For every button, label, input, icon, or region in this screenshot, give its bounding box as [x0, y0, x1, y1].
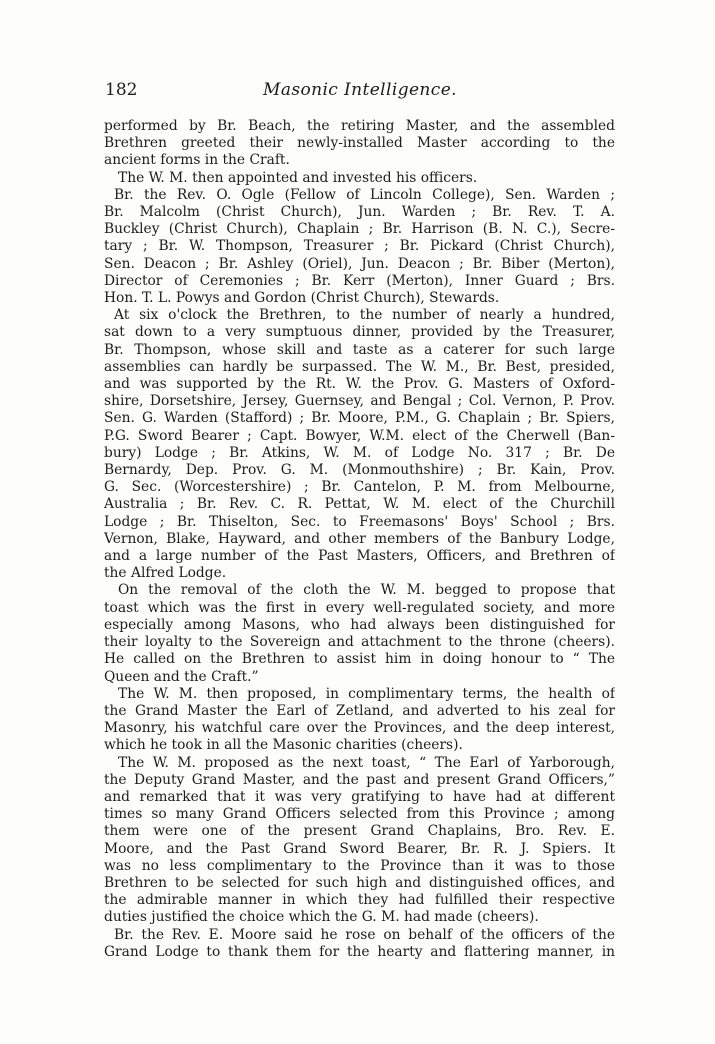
text-line: Lodge ; Br. Thiselton, Sec. to Freemasons' Boys' School ; Brs.: [104, 513, 615, 530]
text-line: the Grand Master the Earl of Zetland, and adverted to his zeal for: [104, 702, 615, 719]
text-line: Queen and the Craft.”: [104, 668, 259, 685]
text-line: Sen. Deacon ; Br. Ashley (Oriel), Jun. Deacon ; Br. Biber (Merton),: [104, 255, 615, 272]
text-line: G. Sec. (Worcestershire) ; Br. Cantelon, P. M. from Melbourne,: [104, 479, 615, 496]
text-line: performed by Br. Beach, the retiring Master, and the assembled: [104, 118, 615, 134]
text-line: which he took in all the Masonic charities (cheers).: [104, 737, 463, 754]
text-line: Sen. G. Warden (Stafford) ; Br. Moore, P.M., G. Chaplain ; Br. Spiers,: [104, 410, 615, 427]
text-line: toast which was the first in every well-regulated society, and more: [104, 599, 615, 616]
text-line: sat down to a very sumptuous dinner, provided by the Treasurer,: [104, 324, 615, 341]
text-line: Brethren to be selected for such high and distinguished offices, and: [104, 874, 615, 891]
text-line: Brethren greeted their newly-installed Master according to the: [104, 135, 615, 152]
text-line: ancient forms in the Craft.: [104, 152, 290, 169]
text-line: Buckley (Christ Church), Chaplain ; Br. Harrison (B. N. C.), Secre-: [104, 221, 615, 238]
text-line: At six o'clock the Brethren, to the number of nearly a hundred,: [114, 307, 615, 324]
text-line: Br. Thompson, whose skill and taste as a caterer for such large: [104, 341, 615, 358]
page-header: [105, 78, 615, 102]
text-line: Australia ; Br. Rev. C. R. Pettat, W. M. elect of the Churchill: [104, 496, 615, 513]
text-line: and was supported by the Rt. W. the Prov. G. Masters of Oxford-: [104, 376, 615, 393]
text-line: especially among Masons, who had always been distinguished for: [104, 616, 615, 633]
text-line: the Deputy Grand Master, and the past and present Grand Officers,”: [104, 771, 615, 788]
text-line: Masonry, his watchful care over the Provinces, and the deep interest,: [104, 720, 615, 737]
text-line: Br. the Rev. O. Ogle (Fellow of Lincoln College), Sen. Warden ;: [114, 186, 615, 203]
text-line: times so many Grand Officers selected from this Province ; among: [104, 806, 615, 823]
text-line: Br. the Rev. E. Moore said he rose on behalf of the officers of the: [114, 926, 615, 943]
text-line: the Alfred Lodge.: [104, 565, 227, 582]
text-line: was no less complimentary to the Province than it was to those: [104, 857, 615, 874]
text-line: The W. M. then proposed, in complimentary terms, the health of: [118, 685, 615, 702]
text-line: P.G. Sword Bearer ; Capt. Bowyer, W.M. elect of the Cherwell (Ban-: [104, 427, 615, 444]
text-line: and a large number of the Past Masters, Officers, and Brethren of: [104, 548, 615, 565]
page-number: 182: [105, 80, 138, 100]
body-text: [104, 118, 615, 961]
text-line: the admirable manner in which they had fulfilled their respective: [104, 892, 615, 909]
text-line: Grand Lodge to thank them for the hearty and flattering manner, in: [104, 943, 615, 960]
text-line: The W. M. proposed as the next toast, “ The Earl of Yarborough,: [118, 754, 615, 771]
text-line: Director of Ceremonies ; Br. Kerr (Merton), Inner Guard ; Brs.: [104, 272, 615, 289]
running-title: Masonic Intelligence.: [263, 80, 457, 100]
text-line: He called on the Brethren to assist him in doing honour to “ The: [104, 651, 615, 668]
text-line: Vernon, Blake, Hayward, and other members of the Banbury Lodge,: [104, 530, 615, 547]
text-line: Bernardy, Dep. Prov. G. M. (Monmouthshire) ; Br. Kain, Prov.: [104, 462, 615, 479]
text-line: On the removal of the cloth the W. M. begged to propose that: [118, 582, 615, 599]
text-line: Moore, and the Past Grand Sword Bearer, Br. R. J. Spiers. It: [104, 840, 615, 857]
text-line: and remarked that it was very gratifying to have had at different: [104, 788, 615, 805]
text-line: bury) Lodge ; Br. Atkins, W. M. of Lodge No. 317 ; Br. De: [104, 444, 615, 461]
text-line: The W. M. then appointed and invested his officers.: [118, 169, 478, 186]
text-line: Br. Malcolm (Christ Church), Jun. Warden ; Br. Rev. T. A.: [104, 204, 615, 221]
text-line: tary ; Br. W. Thompson, Treasurer ; Br. Pickard (Christ Church),: [104, 238, 615, 255]
text-line: Hon. T. L. Powys and Gordon (Christ Church), Stewards.: [104, 290, 500, 307]
text-line: assemblies can hardly be surpassed. The W. M., Br. Best, presided,: [104, 358, 615, 375]
text-line: shire, Dorsetshire, Jersey, Guernsey, and Bengal ; Col. Vernon, P. Prov.: [104, 393, 615, 410]
text-line: their loyalty to the Sovereign and attachment to the throne (cheers).: [104, 634, 615, 651]
text-line: duties justified the choice which the G. M. had made (cheers).: [104, 909, 539, 926]
text-line: them were one of the present Grand Chaplains, Bro. Rev. E.: [104, 823, 615, 840]
